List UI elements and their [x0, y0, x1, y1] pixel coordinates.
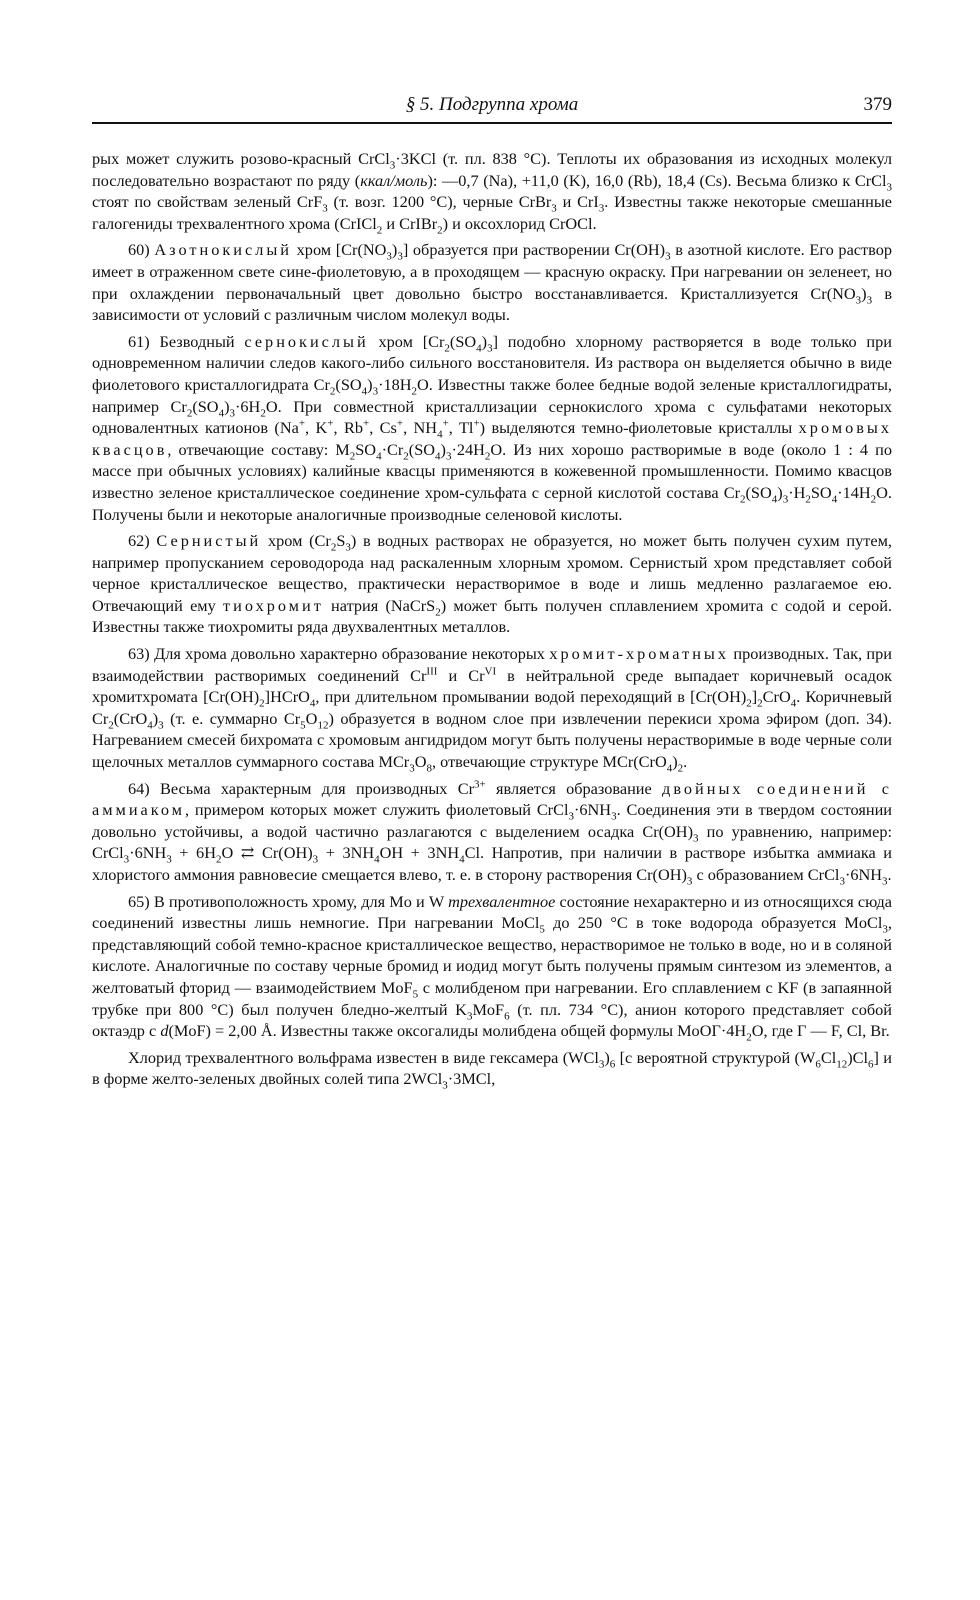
paragraph-p0: рых может служить розово-красный CrCl$_3$·3KCl (т. пл. 838 °С). Теплоты их образования из исходных молекул последовательно возрастают по ряду (ккал/моль): —0,7 (Na), +11,0 (K), 16,0 (Rb), 18,4 (Cs). Весьма близко к CrCl$_3$ стоят по свойствам зеленый CrF$_3$ (т. возг. 1200 °С), черные CrBr$_3$ и CrI$_3$. Известны также некоторые смешанные галогениды трехвалентного хрома (CrICl$_2$ и CrIBr$_2$) и оксохлорид CrOCl.: [92, 149, 893, 237]
page-header: [92, 92, 892, 124]
paragraph-p66: Хлорид трехвалентного вольфрама известен в виде гексамера $(WCl_3)_6$ [с вероятной структурой $(W_6Cl_{12})Cl_6$] и в форме желто-зеленых двойных солей типа 2WCl$_3$·3MCl,: [92, 1047, 892, 1092]
page-number: 379: [863, 94, 892, 115]
running-title: § 5. Подгруппа хрома: [405, 94, 579, 115]
paragraph-p60: 60) Азотнокислый хром $[Cr(NO_3)_3]$ образуется при растворении $Cr(OH)_3$ в азотной кислоте. Его раствор имеет в отраженном свете сине-фиолетовую, а в проходящем — красную окраску. При нагревании он зеленеет, но при охлаждении первоначальный цвет довольно быстро восстанавливается. Кристаллизуется $Cr(NO_3)_3$ в зависимости от условий с различным числом молекул воды.: [92, 240, 893, 325]
paragraph-p63: 63) Для хрома довольно характерно образование некоторых хромит-хроматных производных. Так, при взаимодействии растворимых соединений $Cr^{III}$ и $Cr^{VI}$ в нейтральной среде выпадает коричневый осадок хромитхромата $[Cr(OH)_2]HCrO_4$, при длительном промывании водой переходящий в $[Cr(OH)_2]_2CrO_4$. Коричневый $Cr_2(CrO_4)_3$ (т. е. суммарно $Cr_5O_{12}$) образуется в водном слое при извлечении перекиси хрома эфиром (доп. 34). Нагреванием смесей бихромата с хромовым ангидридом могут быть получены нерастворимые в воде черные соли щелочных металлов суммарного состава $MCr_3O_8$, отвечающие структуре $MCr(CrO_4)_2$.: [92, 644, 893, 775]
page-body: [92, 148, 892, 1095]
paragraph-p64: 64) Весьма характерным для производных $Cr^{3+}$ является образование двойных соединений с аммиаком, примером которых может служить фиолетовый $CrCl_3\cdot 6NH_3$. Соединения эти в твердом состоянии довольно устойчивы, а водой частично разлагаются с выделением осадка $Cr(OH)_3$ по уравнению, например: $CrCl_3\cdot 6NH_3 + 6H_2O$ ⇄ $Cr(OH)_3 + 3NH_4OH + 3NH_4Cl$. Напротив, при наличии в растворе избытка аммиака и хлористого аммония равновесие смещается влево, т. е. в сторону растворения $Cr(OH)_3$ с образованием $CrCl_3\cdot 6NH_3$.: [92, 778, 893, 888]
paragraph-p61: 61) Безводный сернокислый хром $[Cr_2(SO_4)_3]$ подобно хлорному растворяется в воде только при одновременном наличии следов какого-либо сильного восстановителя. Из раствора он выделяется обычно в виде фиолетового кристаллогидрата $Cr_2(SO_4)_3\cdot 18H_2O$. Известны также более бедные водой зеленые кристаллогидраты, например $Cr_2(SO_4)_3\cdot 6H_2O$. При совместной кристаллизации сернокислого хрома с сульфатами некоторых одновалентных катионов (Na+, K+, Rb+, Cs+, $NH_4^+$, Tl+) выделяются темно-фиолетовые кристаллы хромовых квасцов, отвечающие составу: $M_2SO_4\cdot Cr_2(SO_4)_3\cdot 24H_2O$. Из них хорошо растворимые в воде (около 1 : 4 по массе при обычных условиях) калийные квасцы применяются в кожевенной промышленности. Помимо квасцов известно зеленое кристаллическое соединение хром-сульфата с серной кислотой состава $Cr_2(SO_4)_3\cdot H_2SO_4\cdot 14H_2O$. Получены были и некоторые аналогичные производные селеновой кислоты.: [92, 331, 892, 524]
paragraph-p62: 62) Сернистый хром $(Cr_2S_3)$ в водных растворах не образуется, но может быть получен сухим путем, например пропусканием сероводорода над раскаленным хлорным хромом. Сернистый хром представляет собой черное кристаллическое вещество, практически нерастворимое в воде и лишь медленно разлагаемое ею. Отвечающий ему тиохромит натрия (NaCrS$_2$) может быть получен сплавлением хромита с содой и серой. Известны также тиохромиты ряда двухвалентных металлов.: [92, 531, 893, 637]
paragraph-p65: 65) В противоположность хрому, для Mo и W трехвалентное состояние нехарактерно и из относящихся сюда соединений известны лишь немногие. При нагревании MoCl$_5$ до 250 °С в токе водорода образуется MoCl$_3$, представляющий собой темно-красное кристаллическое вещество, нерастворимое не только в воде, но и в соляной кислоте. Аналогичные по составу черные бромид и иодид могут быть получены прямым синтезом из элементов, а желтоватый фторид — взаимодействием MoF$_5$ с молибденом при нагревании. Его сплавлением с KF (в запаянной трубке при 800 °С) был получен бледно-желтый $K_3MoF_6$ (т. пл. 734 °С), анион которого представляет собой октаэдр с d(MoF) = 2,00 Å. Известны также оксогалиды молибдена общей формулы $MoOГ\cdot 4H_2O$, где Г — F, Cl, Br.: [92, 891, 893, 1044]
